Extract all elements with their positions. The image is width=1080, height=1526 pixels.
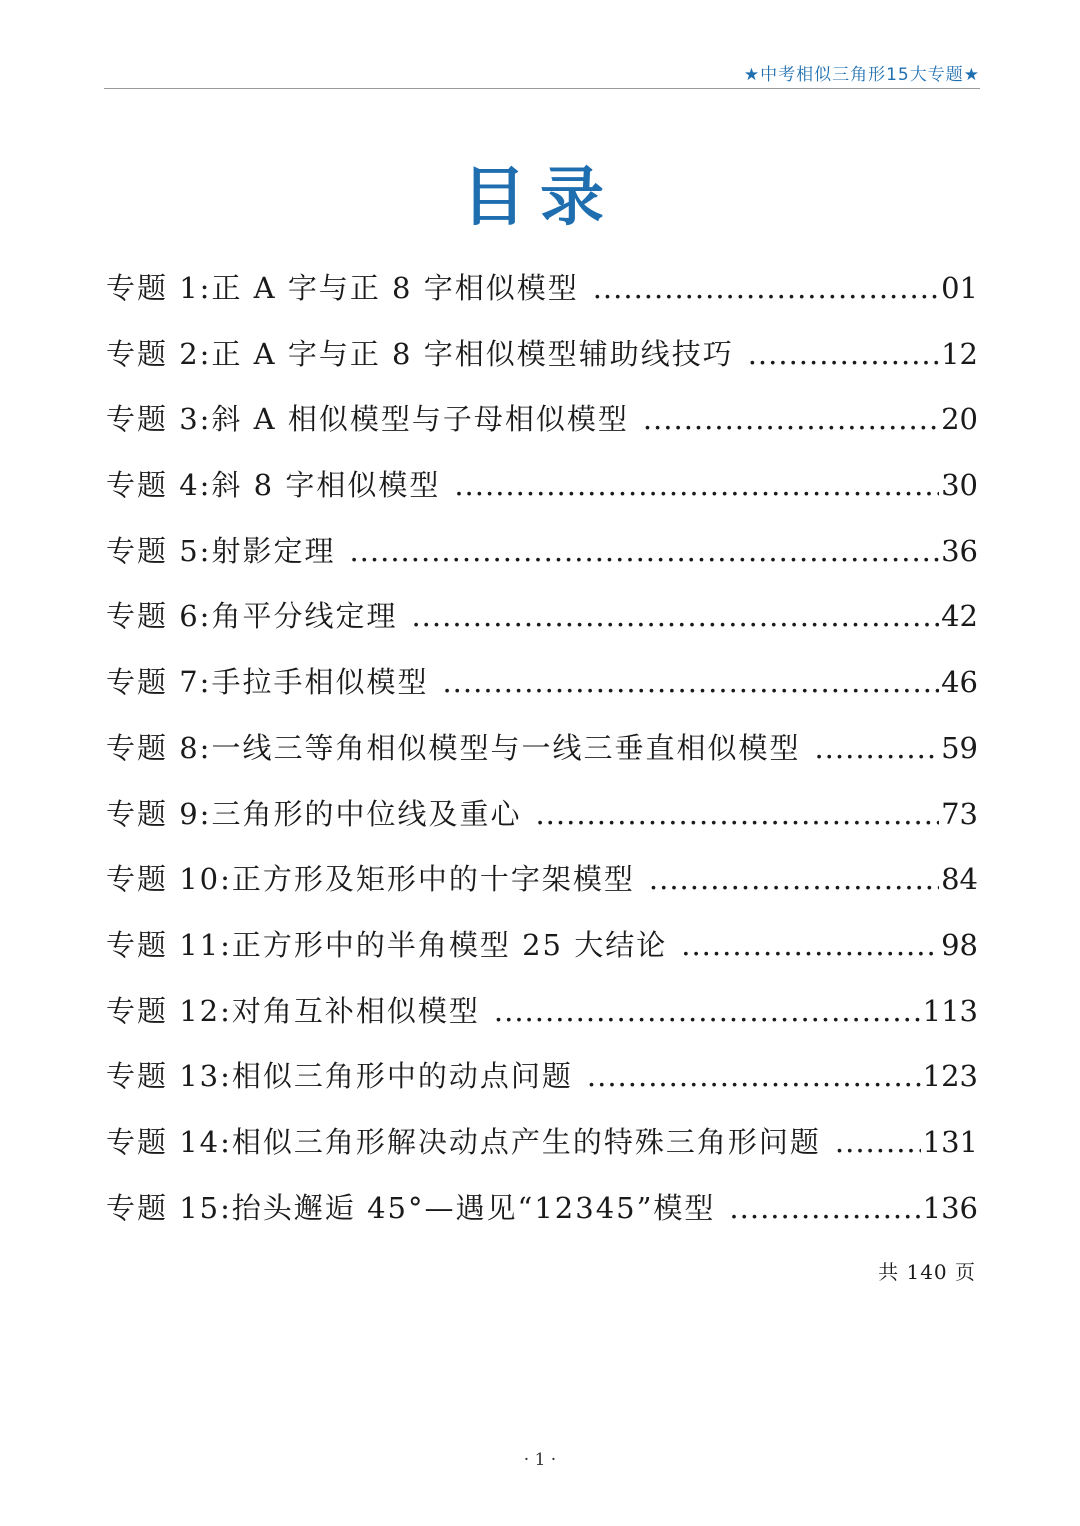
toc-leader-dots	[442, 665, 939, 699]
toc-item-page: 84	[941, 862, 978, 897]
toc-item[interactable]	[106, 529, 978, 595]
toc-item-page: 113	[922, 993, 978, 1028]
toc-item[interactable]	[106, 923, 978, 989]
toc-item[interactable]	[106, 332, 978, 398]
toc-leader-dots	[587, 1059, 921, 1093]
toc-item[interactable]	[106, 660, 978, 726]
toc-leader-dots	[411, 599, 939, 633]
toc-leader-dots	[494, 994, 921, 1028]
toc-item-page: 136	[922, 1190, 978, 1225]
toc-item-page: 36	[941, 533, 978, 568]
toc-item-label: 专题 9:三角形的中位线及重心	[106, 796, 522, 831]
toc-item-label: 专题 3:斜 A 相似模型与子母相似模型	[106, 402, 629, 437]
toc-leader-dots	[729, 1191, 920, 1225]
toc-item[interactable]	[106, 463, 978, 529]
toc-item[interactable]	[106, 726, 978, 792]
toc-item-page: 30	[941, 468, 978, 503]
toc-item-page: 01	[941, 271, 978, 305]
toc-item[interactable]	[106, 857, 978, 923]
toc-item-page: 131	[922, 1124, 978, 1159]
toc-item-label: 专题 4:斜 8 字相似模型	[106, 468, 441, 503]
toc-leader-dots	[748, 337, 939, 371]
toc-item-label: 专题 12:对角互补相似模型	[106, 993, 480, 1028]
page-header	[104, 58, 980, 89]
toc-leader-dots	[681, 928, 939, 962]
toc-leader-dots	[649, 862, 939, 896]
toc-item[interactable]	[106, 266, 978, 332]
toc-item-label: 专题 1:正 A 字与正 8 字相似模型	[106, 271, 579, 305]
toc-item-label: 专题 2:正 A 字与正 8 字相似模型辅助线技巧	[106, 336, 734, 371]
toc-item-label: 专题 6:角平分线定理	[106, 599, 398, 634]
toc-item-label: 专题 8:一线三等角相似模型与一线三垂直相似模型	[106, 730, 801, 765]
toc-item[interactable]	[106, 1054, 978, 1120]
toc-item-page: 20	[941, 402, 978, 437]
toc-item-label: 专题 5:射影定理	[106, 533, 336, 568]
toc-leader-dots	[593, 271, 939, 305]
toc-item-page: 12	[941, 336, 978, 371]
toc-item-label: 专题 7:手拉手相似模型	[106, 665, 429, 700]
toc-item[interactable]	[106, 397, 978, 463]
toc-item-label: 专题 11:正方形中的半角模型 25 大结论	[106, 927, 668, 962]
table-of-contents	[106, 266, 978, 1251]
toc-item-page: 59	[941, 730, 978, 765]
toc-item-page: 73	[941, 796, 978, 831]
toc-item-page: 42	[941, 599, 978, 634]
toc-item[interactable]	[106, 989, 978, 1055]
toc-leader-dots	[814, 731, 939, 765]
page-title: 目录	[462, 160, 618, 235]
toc-item[interactable]	[106, 792, 978, 858]
toc-leader-dots	[643, 402, 939, 436]
toc-item-label: 专题 13:相似三角形中的动点问题	[106, 1059, 573, 1094]
toc-item[interactable]	[106, 1186, 978, 1252]
toc-leader-dots	[454, 468, 939, 502]
toc-item[interactable]	[106, 594, 978, 660]
page-number: · 1 ·	[523, 1450, 557, 1470]
toc-item-page: 98	[941, 927, 978, 962]
toc-item-label: 专题 14:相似三角形解决动点产生的特殊三角形问题	[106, 1124, 821, 1159]
toc-leader-dots	[349, 534, 939, 568]
toc-item-label: 专题 15:抬头邂逅 45°—遇见“12345”模型	[106, 1190, 716, 1225]
toc-item-page: 46	[941, 665, 978, 700]
toc-item-label: 专题 10:正方形及矩形中的十字架模型	[106, 862, 635, 897]
toc-item[interactable]	[106, 1120, 978, 1186]
header-title: ★中考相似三角形15大专题★	[743, 65, 980, 85]
total-pages: 共 140 页	[878, 1260, 976, 1284]
toc-leader-dots	[535, 797, 939, 831]
toc-leader-dots	[835, 1125, 921, 1159]
toc-item-page: 123	[922, 1059, 978, 1094]
